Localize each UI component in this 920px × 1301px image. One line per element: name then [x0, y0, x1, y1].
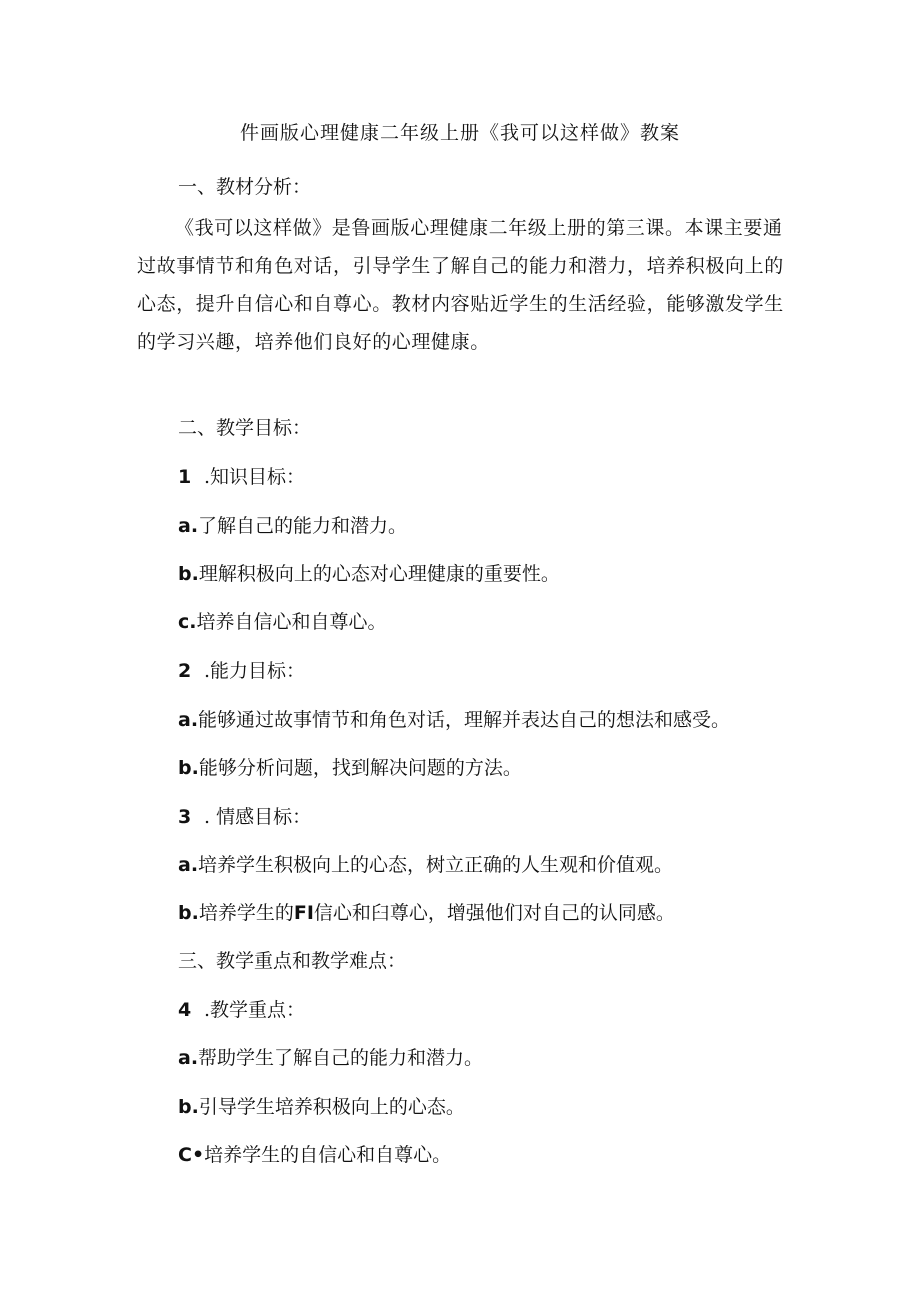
item-text: 理解积极向上的心态对心理健康的重要性。: [198, 563, 560, 585]
goal-label: .知识目标：: [204, 466, 306, 488]
item-text: 帮助学生了解自己的能力和潜力。: [198, 1047, 484, 1069]
item-marker: b.: [178, 902, 199, 924]
section-heading-3: 三、教学重点和教学难点：: [178, 950, 407, 972]
item-text-continued: 信心和臼尊心，增强他们对自己的认同感。: [313, 902, 675, 924]
list-item: [178, 607, 387, 634]
section-1-paragraph: 《我可以这样做》是鲁画版心理健康二年级上册的第三课。本课主要通过故事情节和角色对话，引导学生了解自己的能力和潜力，培养积极向上的心态，提升自信心和自尊心。教材内容贴近学生的生活经验，能够激发学生的学习兴趣，培养他们良好的心理健康。: [137, 217, 784, 353]
item-text: 了解自己的能力和潜力。: [198, 515, 408, 537]
goal-heading-ability: [178, 656, 305, 683]
item-marker: b.: [178, 1096, 199, 1118]
item-marker: a.: [178, 709, 199, 731]
item-text: 培养学生积极向上的心态，树立正确的人生观和价值观。: [198, 854, 674, 876]
item-marker: C•: [178, 1144, 205, 1166]
item-marker: c.: [178, 611, 197, 633]
goal-number: 4: [178, 999, 192, 1021]
goal-label: .能力目标：: [204, 660, 306, 682]
list-item: [178, 1043, 483, 1070]
goal-heading-key-points: [178, 995, 305, 1022]
goal-label: . 情感目标：: [204, 806, 312, 828]
item-marker: a.: [178, 854, 199, 876]
page-title: 件画版心理健康二年级上册《我可以这样做》教案: [239, 122, 680, 144]
item-text: 能够分析问题，找到解决问题的方法。: [198, 757, 522, 779]
item-text: 引导学生培养积极向上的心态。: [198, 1096, 465, 1118]
item-text: 培养自信心和自尊心。: [196, 611, 387, 633]
goal-heading-knowledge: [178, 462, 305, 489]
list-item: [178, 1092, 465, 1119]
section-heading-1: 一、教材分析：: [178, 176, 312, 198]
goal-number: 3: [178, 806, 192, 828]
list-item: [178, 705, 730, 732]
list-item: [178, 511, 407, 538]
item-inline-mark: FI: [293, 902, 314, 924]
item-text: 培养学生的自信心和自尊心。: [204, 1144, 452, 1166]
goal-label: .教学重点：: [204, 999, 306, 1021]
section-heading-2: 二、教学目标：: [178, 417, 312, 439]
list-item: [178, 850, 673, 877]
list-item: [178, 559, 560, 586]
item-marker: a.: [178, 515, 199, 537]
item-marker: b.: [178, 563, 199, 585]
list-item: [178, 1140, 451, 1167]
item-marker: a.: [178, 1047, 199, 1069]
item-marker: b.: [178, 757, 199, 779]
list-item: [178, 898, 675, 925]
goal-number: 1: [178, 466, 192, 488]
list-item: [178, 753, 522, 780]
item-text: 培养学生的: [198, 902, 294, 924]
item-text: 能够通过故事情节和角色对话，理解并表达自己的想法和感受。: [198, 709, 731, 731]
goal-number: 2: [178, 660, 192, 682]
goal-heading-emotion: [178, 802, 311, 829]
